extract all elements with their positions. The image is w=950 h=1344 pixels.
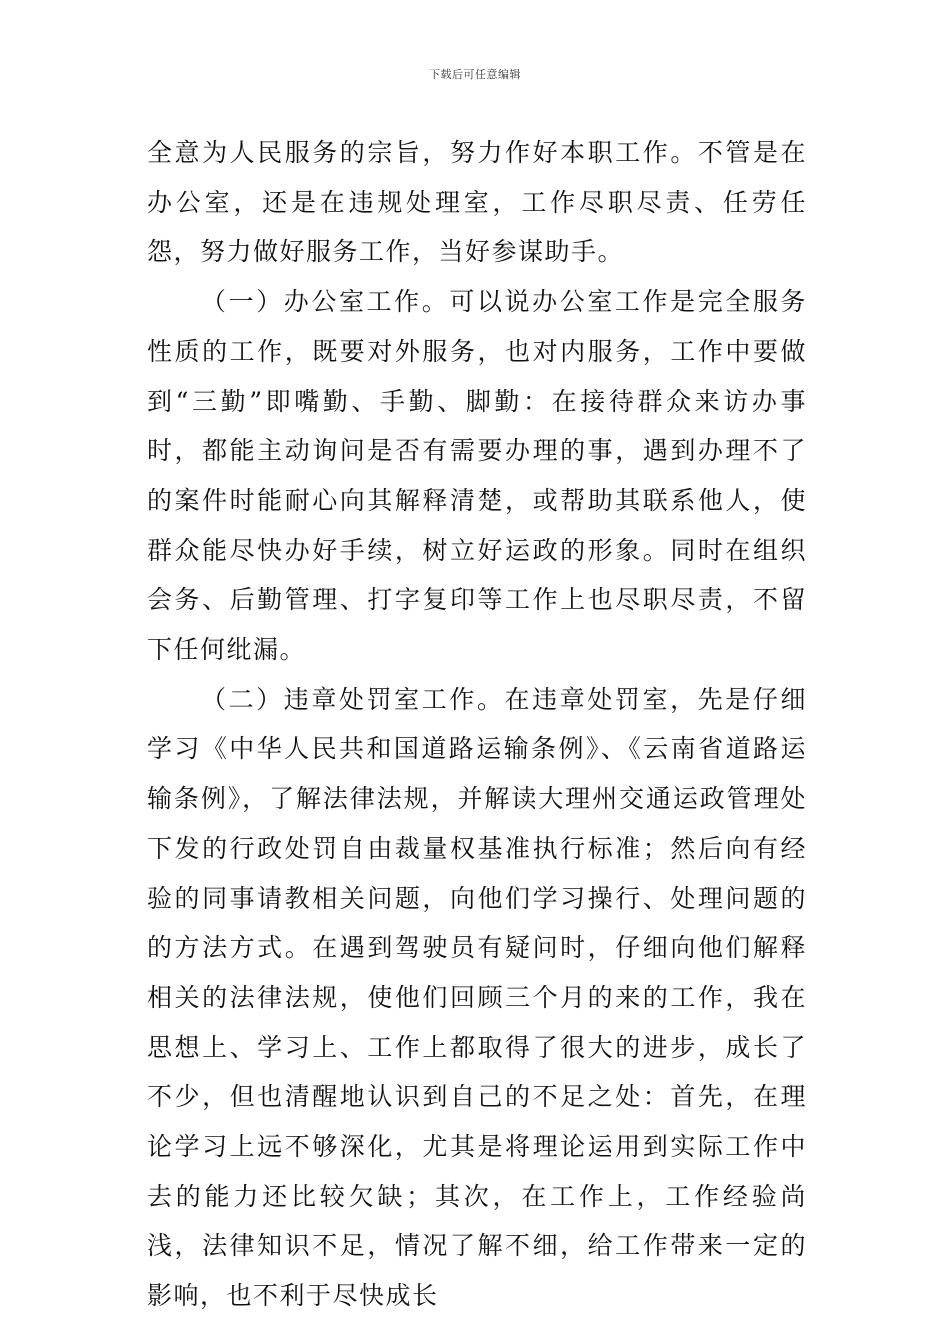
paragraph-office-work: （一）办公室工作。可以说办公室工作是完全服务性质的工作，既要对外服务，也对内服务，工作中要做到“三勤”即嘴勤、手勤、脚勤：在接待群众来访办事时，都能主动询问是否有需要办理的事，遇到办理不了的案件时能耐心向其解释清楚，或帮助其联系他人，使群众能尽快办好手续，树立好运政的形象。同时在组织会务、后勤管理、打字复印等工作上也尽职尽责，不留下任何纰漏。 — [147, 287, 807, 665]
paragraph-intro: 全意为人民服务的宗旨，努力作好本职工作。不管是在办公室，还是在违规处理室，工作尽职尽责、任劳任怨，努力做好服务工作，当好参谋助手。 — [147, 138, 807, 267]
document-body — [147, 128, 807, 1321]
paragraph-penalty-office-work: （二）违章处罚室工作。在违章处罚室，先是仔细学习《中华人民共和国道路运输条例》、《云南省道路运输条例》，了解法律法规，并解读大理州交通运政管理处下发的行政处罚自由裁量权基准执行标准；然后向有经验的同事请教相关问题，向他们学习操行、处理问题的的方法方式。在遇到驾驶员有疑问时，仔细向他们解释相关的法律法规，使他们回顾三个月的来的工作，我在思想上、学习上、工作上都取得了很大的进步，成长了不少，但也清醒地认识到自己的不足之处：首先，在理论学习上远不够深化，尤其是将理论运用到实际工作中去的能力还比较欠缺；其次，在工作上，工作经验尚浅，法律知识不足，情况了解不细，给工作带来一定的影响，也不利于尽快成长 — [147, 684, 807, 1311]
page-header: 下载后可任意编辑 — [429, 68, 521, 81]
